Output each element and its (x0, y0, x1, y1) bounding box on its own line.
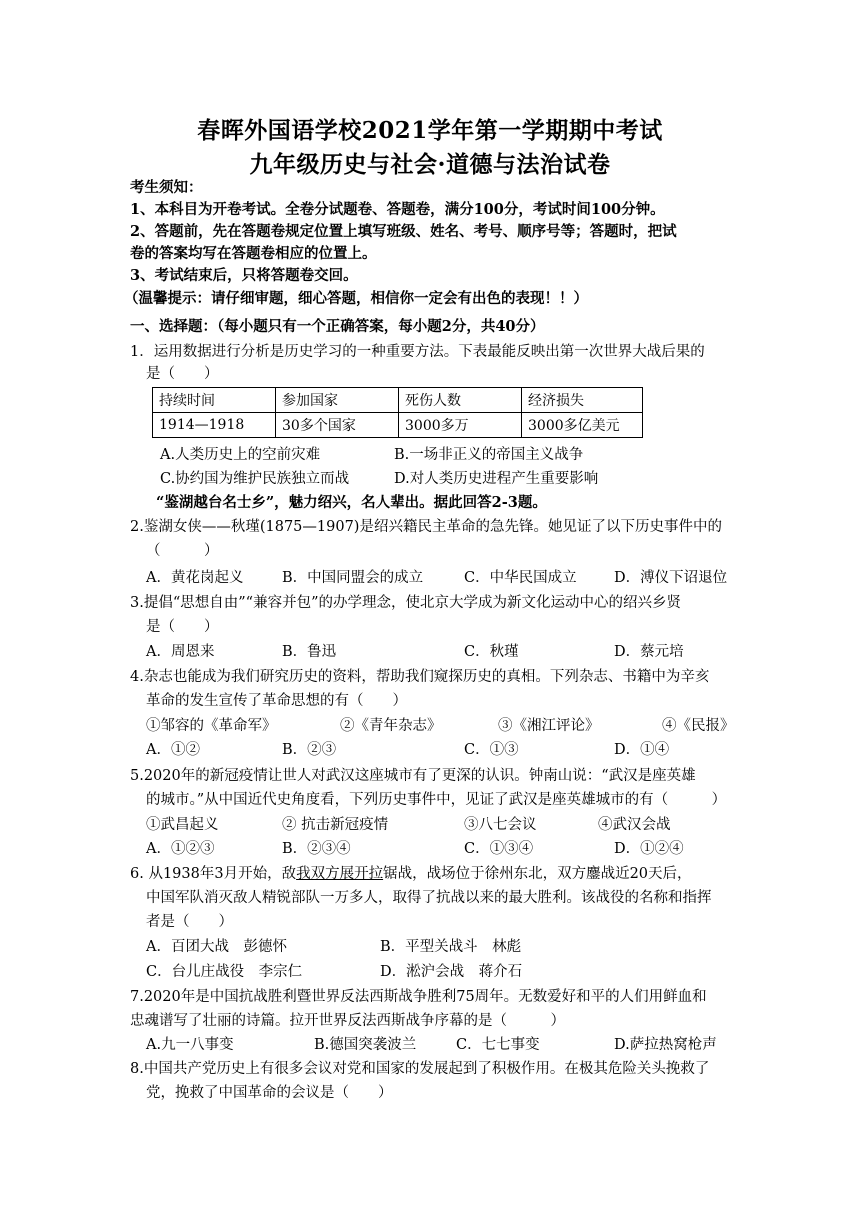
q6-option-c: C．台儿庄战役 李宗仁 (146, 964, 303, 980)
q2-stem-2: （ ） (146, 543, 219, 559)
q5-option-b: B．②③④ (282, 841, 351, 857)
q4-option-b: B．②③ (282, 742, 337, 758)
table-header-cell: 持续时间 (153, 388, 276, 413)
q4-option-c: C．①③ (464, 742, 519, 758)
q1-option-c: C.协约国为维护民族独立而战 (160, 471, 350, 487)
table-header-cell: 经济损失 (522, 388, 643, 413)
q4-statement-2: ②《青年杂志》 (340, 718, 442, 734)
q3-stem-2: 是（ ） (146, 619, 219, 635)
q3-option-a: A．周恩来 (146, 644, 215, 660)
q1-option-d: D.对人类历史进程产生重要影响 (394, 471, 599, 487)
q4-stem-2: 革命的发生宣传了革命思想的有（ ） (146, 693, 407, 709)
q6-stem-1-underlined: 我双方展开拉 (296, 866, 384, 882)
exam-title: 春晖外国语学校2021学年第一学期期中考试 (197, 117, 663, 144)
q7-option-a: A.九一八事变 (146, 1037, 234, 1053)
q6-stem-2: 中国军队消灭敌人精锐部队一万多人，取得了抗战以来的最大胜利。该战役的名称和指挥 (146, 890, 712, 906)
q5-statement-1: ①武昌起义 (146, 817, 219, 833)
q5-option-c: C．①③④ (464, 841, 534, 857)
table-header-cell: 参加国家 (276, 388, 399, 413)
section-heading: 一、选择题：（每小题只有一个正确答案，每小题2分，共40分） (130, 318, 545, 335)
q4-statement-4: ④《民报》 (662, 718, 735, 734)
q6-option-d: D．淞沪会战 蒋介石 (380, 964, 523, 980)
notice-heading: 考生须知： (130, 179, 203, 196)
q4-statement-1: ①邹容的《革命军》 (146, 718, 277, 734)
table-row (153, 413, 643, 438)
q2-stem-1: 2.鉴湖女侠——秋瑾(1875—1907)是绍兴籍民主革命的急先锋。她见证了以下历史事件中的 (130, 519, 722, 535)
q7-option-c: C．七七事变 (456, 1037, 540, 1053)
q6-option-a: A．百团大战 彭德怀 (146, 939, 287, 955)
notice-tip: （温馨提示：请仔细审题，细心答题，相信你一定会有出色的表现！！） (124, 290, 588, 307)
q6-stem-3: 者是（ ） (146, 914, 233, 930)
q2-option-d: D．溥仪下诏退位 (614, 570, 728, 586)
intro-2-3: “鉴湖越台名士乡”，魅力绍兴，名人辈出。据此回答2-3题。 (156, 494, 547, 511)
q7-option-b: B.德国突袭波兰 (314, 1037, 417, 1053)
q6-stem-1-pre: 6. 从1938年3月开始，敌 (130, 866, 297, 882)
q3-stem-1: 3.提倡“思想自由”“兼容并包”的办学理念，使北京大学成为新文化运动中心的绍兴乡贤 (130, 595, 681, 611)
q5-option-d: D．①②④ (614, 841, 684, 857)
q2-option-a: A．黄花岗起义 (146, 570, 244, 586)
q6-option-b: B．平型关战斗 林彪 (380, 939, 522, 955)
q5-stem-1: 5.2020年的新冠疫情让世人对武汉这座城市有了更深的认识。钟南山说：“武汉是座英雄 (130, 768, 696, 784)
q2-option-c: C．中华民国成立 (464, 570, 577, 586)
q4-stem-1: 4.杂志也能成为我们研究历史的资料，帮助我们窥探历史的真相。下列杂志、书籍中为辛亥 (130, 669, 710, 685)
q1-option-b: B.一场非正义的帝国主义战争 (394, 447, 584, 463)
q4-statement-3: ③《湘江评论》 (498, 718, 600, 734)
table-cell: 30多个国家 (276, 413, 399, 438)
q5-stem-2: 的城市。”从中国近代史角度看，下列历史事件中，见证了武汉是座英雄城市的有（ ） (146, 792, 727, 808)
table-cell: 3000多万 (399, 413, 522, 438)
table-cell: 1914—1918 (153, 413, 276, 438)
q2-option-b: B．中国同盟会的成立 (282, 570, 424, 586)
q5-statement-3: ③八七会议 (464, 817, 537, 833)
q7-stem-1: 7.2020年是中国抗战胜利暨世界反法西斯战争胜利75周年。无数爱好和平的人们用鲜血和 (130, 989, 707, 1005)
q5-option-a: A．①②③ (146, 841, 215, 857)
q1-data-table (152, 387, 643, 438)
q8-stem-2: 党，挽救了中国革命的会议是（ ） (146, 1085, 393, 1101)
table-header-row (153, 388, 643, 413)
notice-item-1: 1、本科目为开卷考试。全卷分试题卷、答题卷，满分100分，考试时间100分钟。 (130, 201, 665, 218)
q7-option-d: D.萨拉热窝枪声 (614, 1037, 717, 1053)
table-cell: 3000多亿美元 (522, 413, 643, 438)
notice-item-2b: 卷的答案均写在答题卷相应的位置上。 (130, 245, 377, 262)
q6-stem-1 (130, 864, 692, 884)
q3-option-b: B．鲁迅 (282, 644, 337, 660)
q7-stem-2: 忠魂谱写了壮丽的诗篇。拉开世界反法西斯战争序幕的是（ ） (130, 1013, 565, 1029)
q4-option-a: A．①② (146, 742, 200, 758)
exam-subtitle: 九年级历史与社会·道德与法治试卷 (249, 151, 611, 178)
q3-option-c: C．秋瑾 (464, 644, 519, 660)
q4-option-d: D．①④ (614, 742, 670, 758)
q1-option-a: A.人类历史上的空前灾难 (160, 447, 321, 463)
q6-stem-1-post: 锯战，战场位于徐州东北，双方鏖战近20天后， (383, 866, 692, 882)
q1-stem-2: 是（ ） (146, 366, 219, 382)
notice-item-3: 3、考试结束后，只将答题卷交回。 (130, 267, 358, 284)
q3-option-d: D．蔡元培 (614, 644, 684, 660)
q1-stem-1: 1．运用数据进行分析是历史学习的一种重要方法。下表最能反映出第一次世界大战后果的 (130, 344, 705, 360)
table-header-cell: 死伤人数 (399, 388, 522, 413)
q5-statement-2: ② 抗击新冠疫情 (282, 817, 389, 833)
notice-item-2a: 2、答题前，先在答题卷规定位置上填写班级、姓名、考号、顺序号等；答题时，把试 (130, 223, 677, 240)
q5-statement-4: ④武汉会战 (598, 817, 671, 833)
q8-stem-1: 8.中国共产党历史上有很多会议对党和国家的发展起到了积极作用。在极其危险关头挽救了 (130, 1061, 710, 1077)
